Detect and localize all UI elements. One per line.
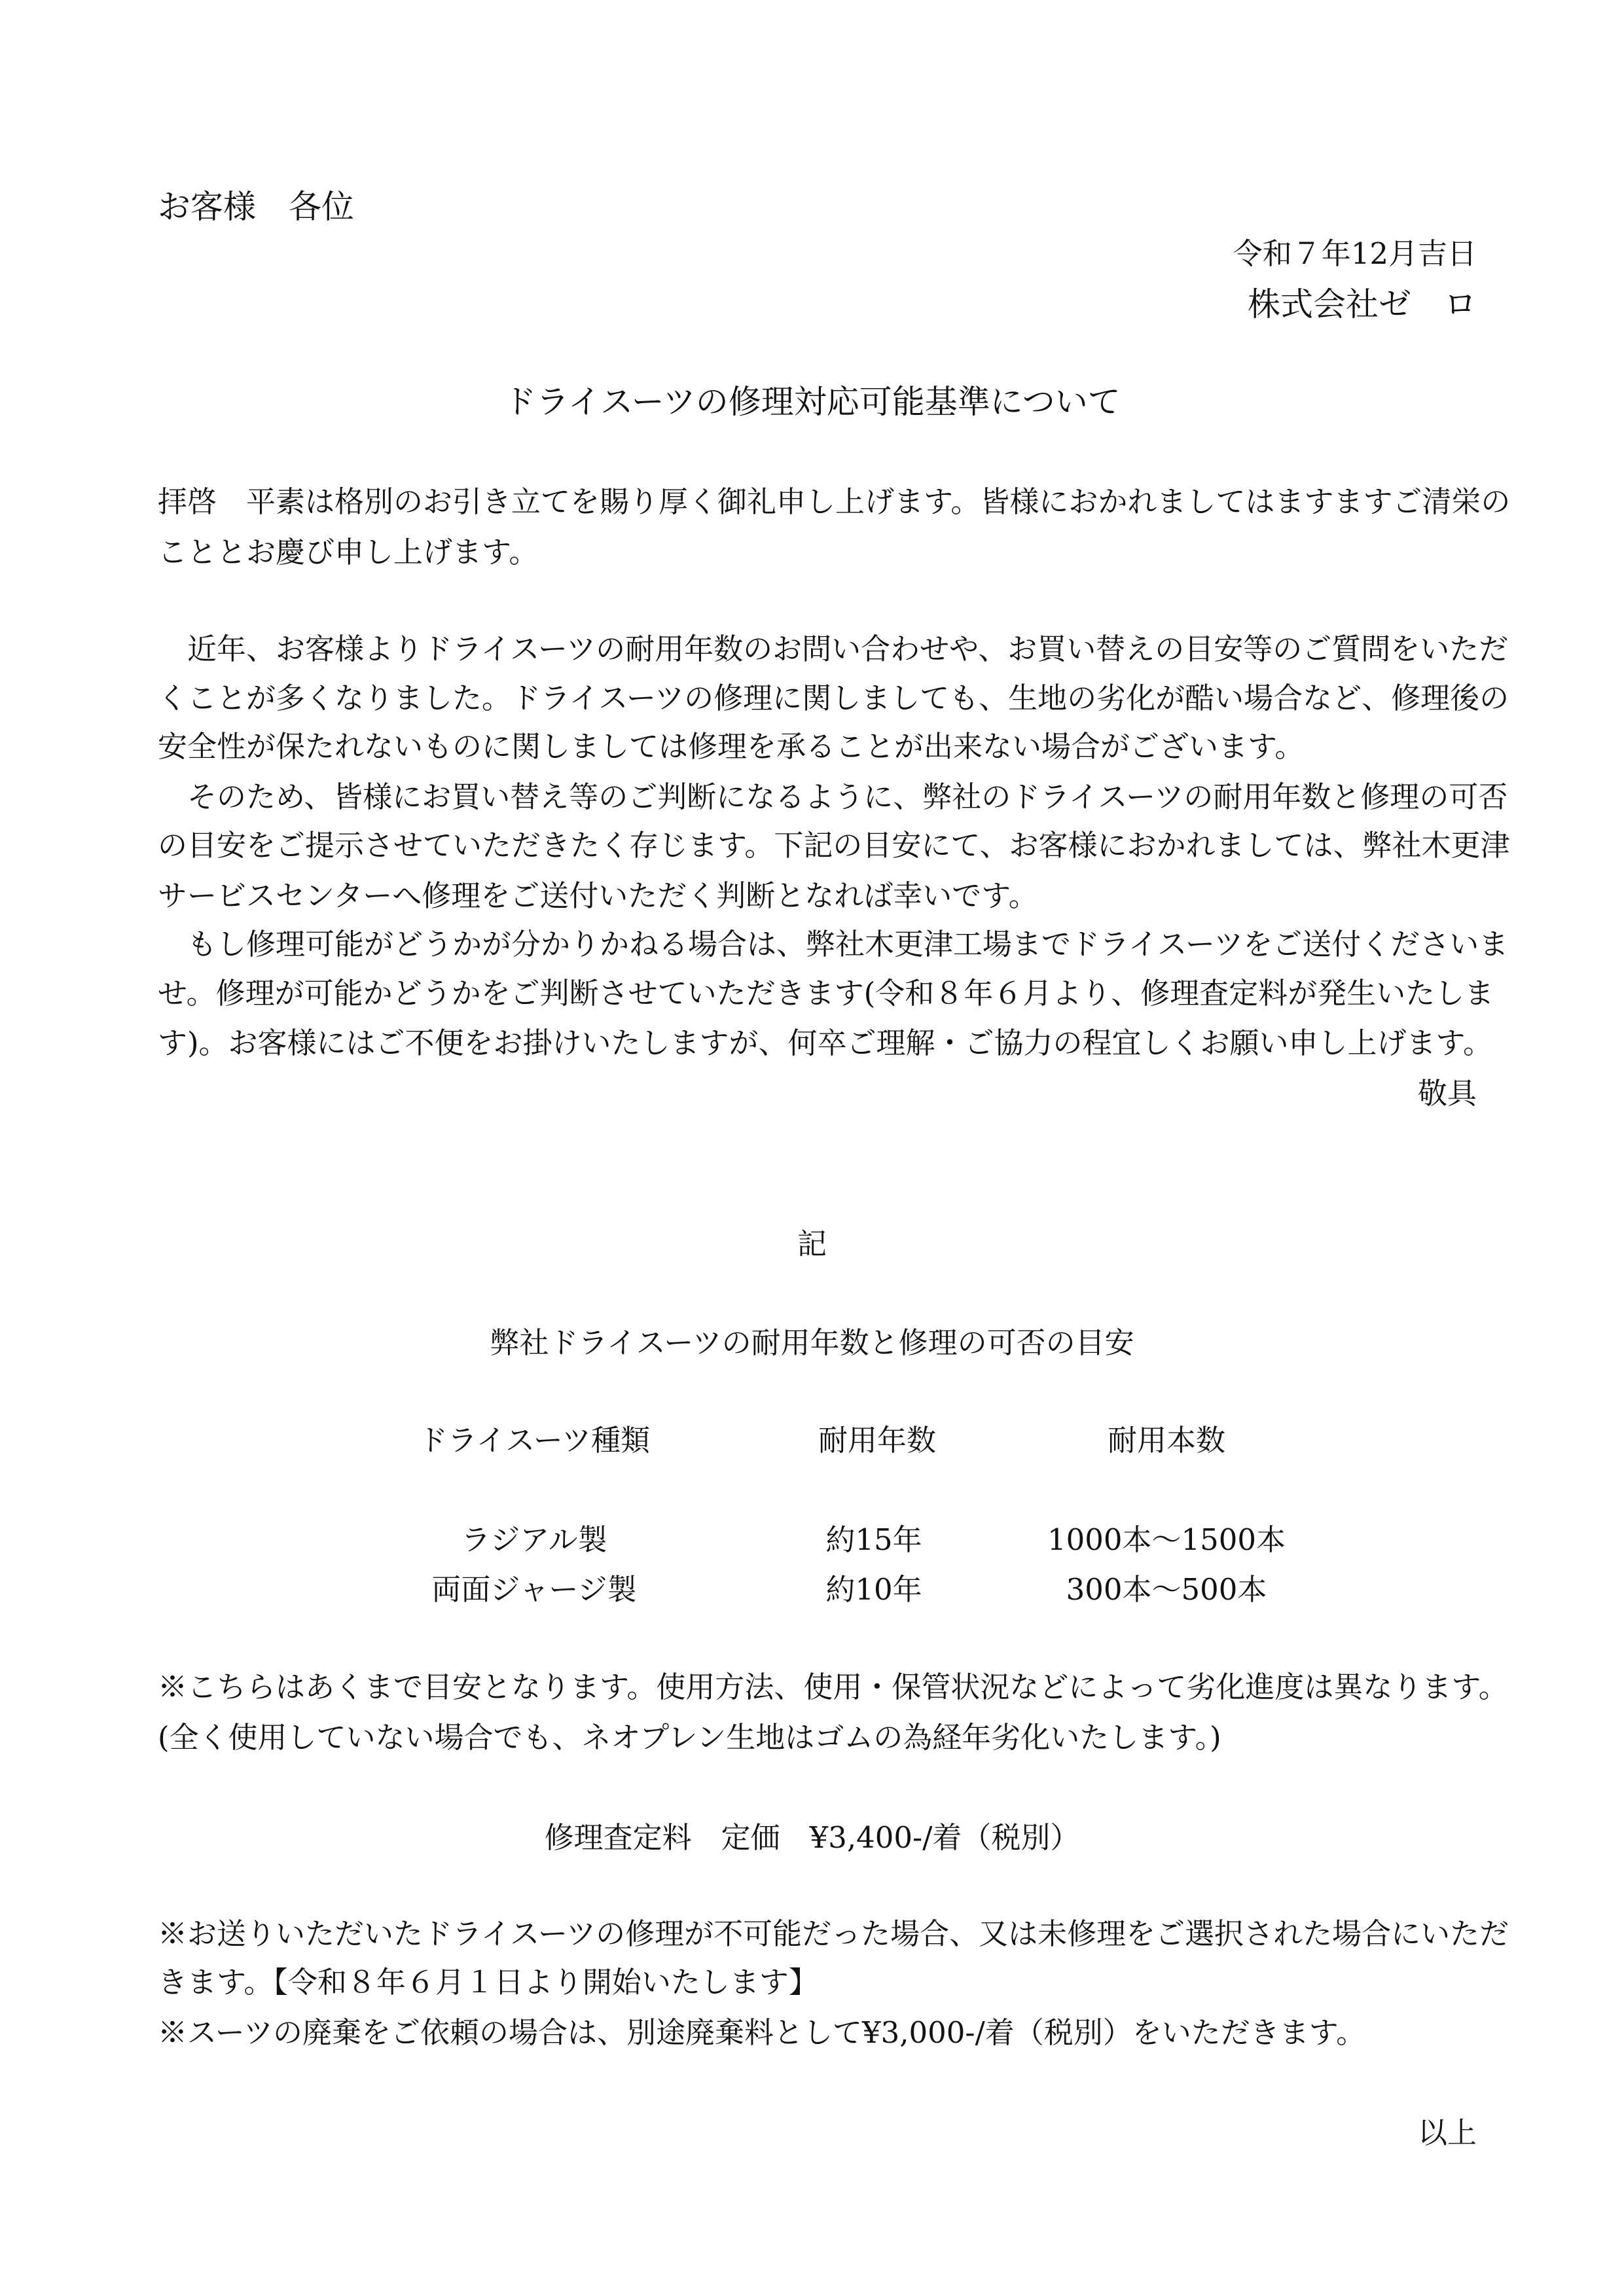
table-header: ドライスーツ種類 <box>418 1423 651 1458</box>
body-line: そのため、皆様にお買い替え等のご判断になるように、弊社のドライスーツの耐用年数と修理の可否 <box>158 780 1508 814</box>
table-cell: 1000本～1500本 <box>1047 1522 1286 1557</box>
end-mark: 以上 <box>1417 2115 1477 2150</box>
greeting-line: こととお慶び申し上げます。 <box>158 535 539 569</box>
table-cell: 300本～500本 <box>1066 1572 1267 1607</box>
note-line: ※スーツの廃棄をご依頼の場合は、別途廃棄料として¥3,000-/着（税別）をいただきます。 <box>158 2015 1366 2050</box>
table-cell: ラジアル製 <box>461 1522 607 1557</box>
body-line: くことが多くなりました。ドライスーツの修理に関しましても、生地の劣化が酷い場合など、修理後の <box>158 681 1509 715</box>
table-cell: 両面ジャージ製 <box>431 1572 637 1607</box>
document-title: ドライスーツの修理対応可能基準について <box>503 383 1121 421</box>
body-line: サービスセンターへ修理をご送付いただく判断となれば幸いです。 <box>158 878 1038 913</box>
sender: 株式会社ゼ ロ <box>1248 285 1477 323</box>
closing: 敬具 <box>1417 1076 1477 1111</box>
addressee: お客様 各位 <box>158 188 354 226</box>
table-header: 耐用本数 <box>1107 1423 1225 1458</box>
body-line: 安全性が保たれないものに関しましては修理を承ることが出来ない場合がございます。 <box>158 729 1305 764</box>
fee-line: 修理査定料 定価 ¥3,400-/着（税別） <box>544 1820 1080 1855</box>
body-line: せ。修理が可能かどうかをご判断させていただきます(令和８年６月より、修理査定料が発生いたしま <box>158 976 1494 1011</box>
greeting-line: 拝啓 平素は格別のお引き立てを賜り厚く御礼申し上げます。皆様におかれましてはますますご清栄の <box>158 484 1511 519</box>
date: 令和７年12月吉日 <box>1233 236 1477 271</box>
note-line: ※こちらはあくまで目安となります。使用方法、使用・保管状況などによって劣化進度は異なります。 <box>158 1670 1508 1704</box>
body-line: 近年、お客様よりドライスーツの耐用年数のお問い合わせや、お買い替えの目安等のご質問をいただ <box>158 632 1509 666</box>
body-line: の目安をご提示させていただきたく存じます。下記の目安にて、お客様におかれましては、弊社木更津 <box>158 828 1510 863</box>
body-line: す)。お客様にはご不便をお掛けいたしますが、何卒ご理解・ご協力の程宜しくお願い申し上げます。 <box>158 1026 1492 1060</box>
body-line: もし修理可能がどうかが分かりかねる場合は、弊社木更津工場までドライスーツをご送付くださいま <box>158 927 1509 961</box>
table-title: 弊社ドライスーツの耐用年数と修理の可否の目安 <box>490 1325 1134 1360</box>
note-line: きます。【令和８年６月１日より開始いたします】 <box>158 1965 818 2000</box>
table-cell: 約10年 <box>825 1572 922 1607</box>
table-cell: 約15年 <box>825 1522 922 1557</box>
note-line: (全く使用していない場合でも、ネオプレン生地はゴムの為経年劣化いたします。) <box>158 1720 1221 1755</box>
ki-heading: 記 <box>797 1227 827 1261</box>
note-line: ※お送りいただいたドライスーツの修理が不可能だった場合、又は未修理をご選択された場合にいただ <box>158 1916 1509 1951</box>
table-header: 耐用年数 <box>818 1423 936 1458</box>
